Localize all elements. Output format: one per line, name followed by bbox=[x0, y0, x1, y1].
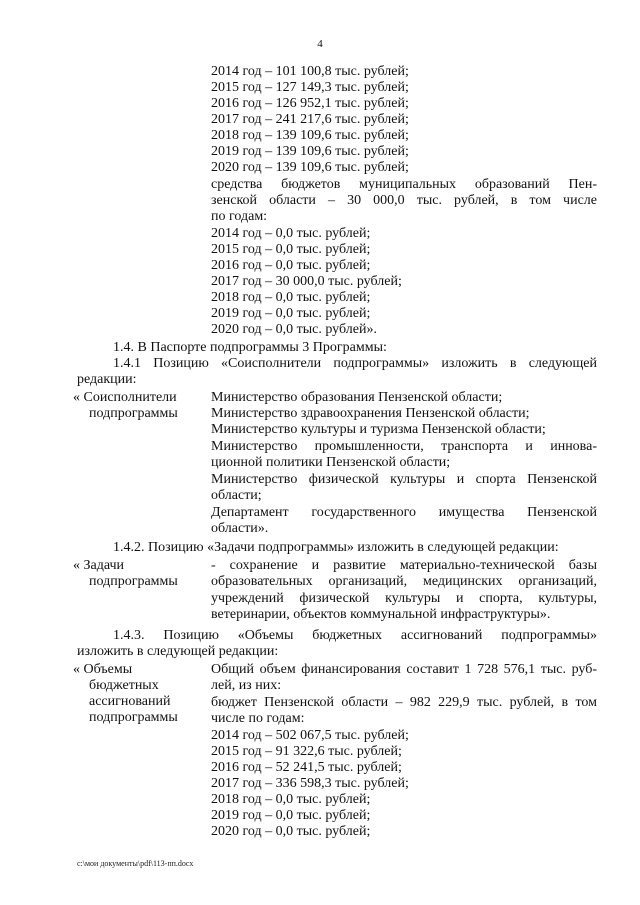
volumes-label: бюджетных bbox=[89, 678, 159, 693]
year-line: 2015 год – 0,0 тыс. рублей; bbox=[211, 242, 371, 257]
volumes-label: « Объемы bbox=[73, 662, 133, 677]
coexec-line: области; bbox=[211, 488, 262, 503]
volumes-line: 2014 год – 502 067,5 тыс. рублей; bbox=[211, 728, 409, 743]
coexec-line: Департамент государственного имущества Пензенской bbox=[211, 505, 597, 520]
para-1-4: 1.4. В Паспорте подпрограммы 3 Программы: bbox=[113, 340, 387, 355]
volumes-line: числе по годам: bbox=[211, 711, 305, 726]
coexec-label: подпрограммы bbox=[89, 406, 178, 421]
footer-file-path: c:\мои документы\pdf\113-пп.docx bbox=[77, 859, 194, 868]
volumes-line: 2020 год – 0,0 тыс. рублей; bbox=[211, 824, 371, 839]
coexec-line: Министерство культуры и туризма Пензенской области; bbox=[211, 422, 546, 437]
year-line: 2016 год – 0,0 тыс. рублей; bbox=[211, 258, 371, 273]
year-line: 2019 год – 139 109,6 тыс. рублей; bbox=[211, 144, 409, 159]
volumes-line: Общий объем финансирования составит 1 728 576,1 тыс. руб- bbox=[211, 662, 597, 677]
tasks-line: ветеринарии, объектов коммунальной инфраструктуры». bbox=[211, 607, 551, 622]
coexec-line: ционной политики Пензенской области; bbox=[211, 455, 451, 470]
tasks-line: учреждений физической культуры и спорта, культуры, bbox=[211, 591, 597, 606]
tasks-label: « Задачи bbox=[73, 558, 125, 573]
municipal-line: по годам: bbox=[211, 209, 268, 224]
year-line: 2016 год – 126 952,1 тыс. рублей; bbox=[211, 96, 409, 111]
volumes-line: 2019 год – 0,0 тыс. рублей; bbox=[211, 808, 371, 823]
year-line: 2020 год – 0,0 тыс. рублей». bbox=[211, 322, 377, 337]
year-line: 2017 год – 30 000,0 тыс. рублей; bbox=[211, 274, 402, 289]
coexec-line: Министерство промышленности, транспорта и иннова- bbox=[211, 439, 597, 454]
para-1-4-2: 1.4.2. Позицию «Задачи подпрограммы» изложить в следующей редакции: bbox=[113, 540, 559, 555]
year-line: 2018 год – 0,0 тыс. рублей; bbox=[211, 290, 371, 305]
coexec-label: « Соисполнители bbox=[73, 390, 177, 405]
year-line: 2017 год – 241 217,6 тыс. рублей; bbox=[211, 112, 409, 127]
volumes-line: бюджет Пензенской области – 982 229,9 тыс. рублей, в том bbox=[211, 695, 597, 710]
volumes-line: лей, из них: bbox=[211, 678, 282, 693]
tasks-line: - сохранение и развитие материально-технической базы bbox=[211, 558, 597, 573]
para-1-4-3-cont: изложить в следующей редакции: bbox=[77, 644, 279, 659]
volumes-line: 2017 год – 336 598,3 тыс. рублей; bbox=[211, 776, 409, 791]
volumes-label: ассигнований bbox=[89, 694, 171, 709]
volumes-line: 2018 год – 0,0 тыс. рублей; bbox=[211, 792, 371, 807]
municipal-line: зенской области – 30 000,0 тыс. рублей, в том числе bbox=[211, 193, 597, 208]
year-line: 2019 год – 0,0 тыс. рублей; bbox=[211, 306, 371, 321]
para-1-4-3: 1.4.3. Позицию «Объемы бюджетных ассигнований подпрограммы» bbox=[113, 628, 597, 643]
volumes-line: 2016 год – 52 241,5 тыс. рублей; bbox=[211, 760, 402, 775]
year-line: 2015 год – 127 149,3 тыс. рублей; bbox=[211, 80, 409, 95]
coexec-line: Министерство здравоохранения Пензенской области; bbox=[211, 406, 530, 421]
coexec-line: области». bbox=[211, 521, 269, 536]
year-line: 2020 год – 139 109,6 тыс. рублей; bbox=[211, 160, 409, 175]
para-1-4-1-cont: редакции: bbox=[77, 372, 137, 387]
tasks-label: подпрограммы bbox=[89, 574, 178, 589]
tasks-line: образовательных организаций, медицинских организаций, bbox=[211, 574, 597, 589]
coexec-line: Министерство образования Пензенской области; bbox=[211, 390, 503, 405]
year-line: 2014 год – 0,0 тыс. рублей; bbox=[211, 226, 371, 241]
coexec-line: Министерство физической культуры и спорта Пензенской bbox=[211, 472, 597, 487]
para-1-4-1: 1.4.1 Позицию «Соисполнители подпрограммы» изложить в следующей bbox=[113, 356, 597, 371]
volumes-line: 2015 год – 91 322,6 тыс. рублей; bbox=[211, 744, 402, 759]
page-number: 4 bbox=[317, 38, 323, 50]
volumes-label: подпрограммы bbox=[89, 710, 178, 725]
year-line: 2014 год – 101 100,8 тыс. рублей; bbox=[211, 64, 409, 79]
year-line: 2018 год – 139 109,6 тыс. рублей; bbox=[211, 128, 409, 143]
municipal-line: средства бюджетов муниципальных образований Пен- bbox=[211, 177, 597, 192]
